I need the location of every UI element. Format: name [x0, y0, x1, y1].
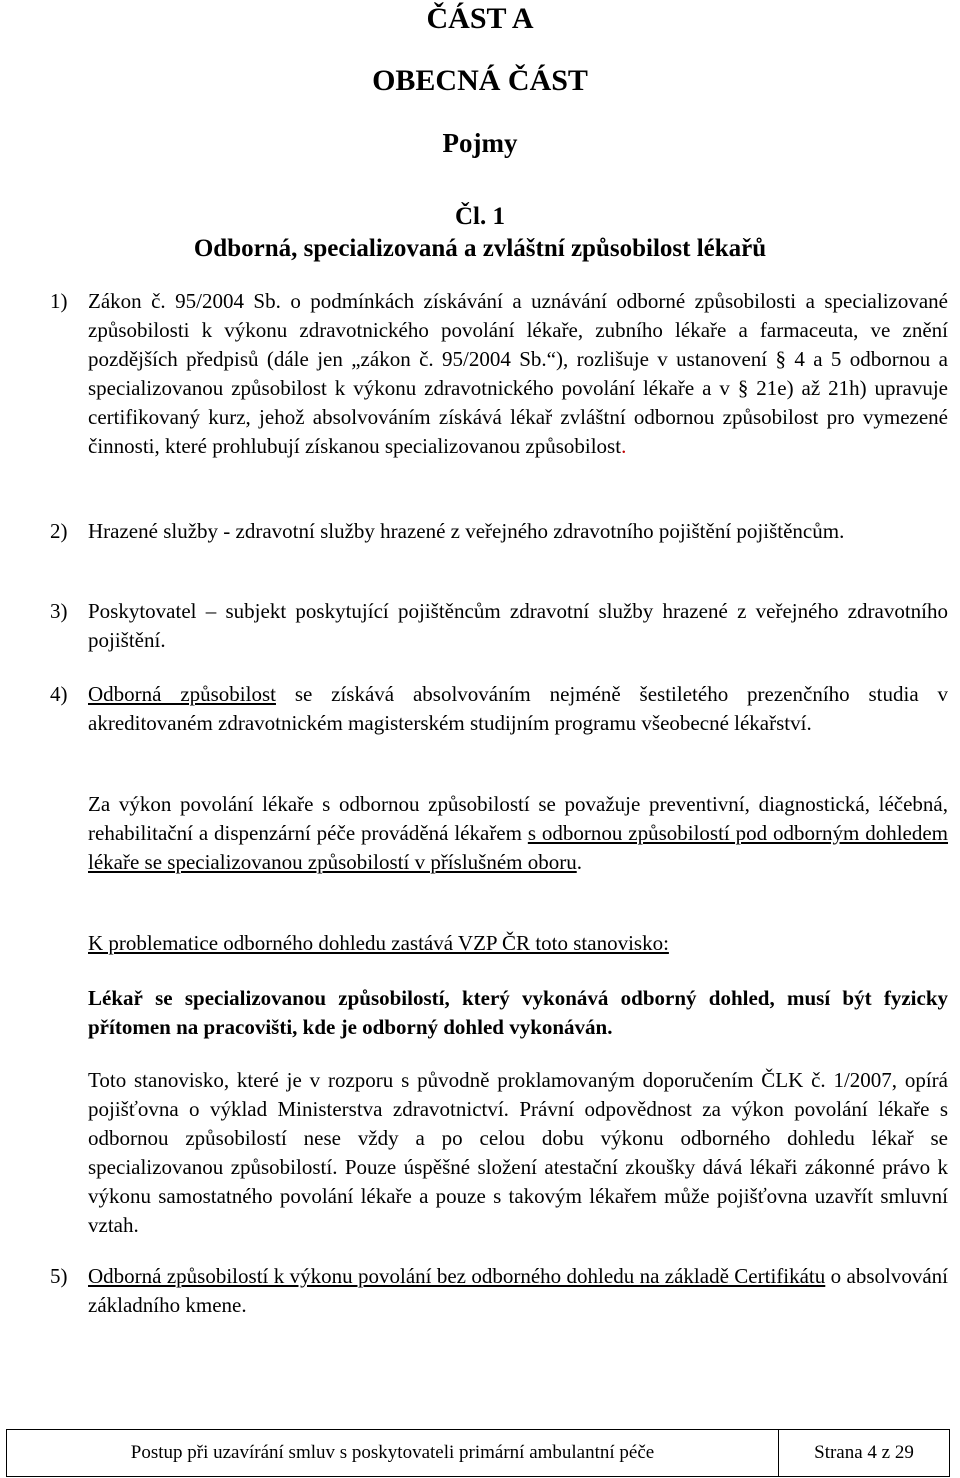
- paragraph-explanation: Toto stanovisko, které je v rozporu s původně proklamovaným doporučením ČLK č. 1/2007, opírá pojišťovna o výklad Ministerstva zdravotnictví. Právní odpovědnost za výkon povolání lékaře s odbornou způsobilostí nese vždy a po celou dobu výkonu odborného dohledu lékař se specializovanou způsobilostí. Pouze úspěšné složení atestační zkoušky dává lékaři zákonné právo k výkonu samostatného povolání lékaře a pouze s takovým lékařem může pojišťovna uzavřít smluvní vztah.: [88, 1068, 948, 1237]
- paragraph-5: [88, 790, 948, 877]
- term-certifikat: Odborná způsobilostí k výkonu povolání bez odborného dohledu na základě Certifikátu: [88, 1264, 826, 1288]
- vzp-statement-intro: K problematice odborného dohledu zastává VZP ČR toto stanovisko:: [88, 931, 669, 955]
- paragraph-9: [88, 1262, 948, 1320]
- item-number-5: 5): [50, 1264, 68, 1288]
- paragraph-3: Poskytovatel – subjekt poskytující pojištěncům zdravotní služby hrazené z veřejného zdravotního pojištění.: [88, 599, 948, 652]
- vzp-statement: Lékař se specializovanou způsobilostí, který vykonává odborný dohled, musí být fyzicky přítomen na pracovišti, kde je odborný dohled vykonáván.: [88, 986, 948, 1039]
- article-number: Čl. 1: [455, 203, 505, 230]
- item-number-3: 3): [50, 599, 68, 623]
- part-heading: ČÁST A: [426, 2, 534, 35]
- paragraph-4-text: se získává absolvováním nejméně šestiletého prezenčního studia v akreditovaném zdravotnickém magisterském studijním programu všeobecné lékařství.: [88, 682, 948, 735]
- term-odborna-zpusobilost: Odborná způsobilost: [88, 682, 276, 706]
- paragraph-5-end: .: [576, 850, 582, 874]
- paragraph-5-underlined: s odbornou způsobilostí pod odborným dohledem lékaře se specializovanou způsobilostí v příslušném oboru: [88, 821, 949, 874]
- footer-page-number: Strana 4 z 29: [814, 1442, 914, 1463]
- subsection-heading: Pojmy: [442, 128, 518, 158]
- paragraph-9-text: o absolvování základního kmene.: [88, 1264, 949, 1317]
- paragraph-4: [88, 680, 948, 738]
- item-number-4: 4): [50, 682, 68, 706]
- item-number-1: 1): [50, 289, 68, 313]
- paragraph-2: Hrazené služby - zdravotní služby hrazené z veřejného zdravotního pojištění pojištěncům.: [88, 519, 845, 543]
- paragraph-1-text: Zákon č. 95/2004 Sb. o podmínkách získávání a uznávání odborné způsobilosti a specializované způsobilosti k výkonu zdravotnického povolání lékaře, zubního lékaře a farmaceuta, ve znění pozdějších předpisů (dále jen „zákon č. 95/2004 Sb.“), rozlišuje v ustanovení § 4 a 5 odbornou a specializovanou způsobilost k výkonu zdravotnického povolání lékaře a v § 21e) až 21h) upravuje certifikovaný kurz, jehož absolvováním získává lékař zvláštní odbornou způsobilost pro vymezené činnosti, které prohlubují získanou specializovanou způsobilost: [88, 289, 948, 458]
- page-footer: [6, 1429, 950, 1477]
- paragraph-5-text: Za výkon povolání lékaře s odbornou způsobilostí se považuje preventivní, diagnostická, léčebná, rehabilitační a dispenzární péče prováděná lékařem: [88, 792, 948, 845]
- item-number-2: 2): [50, 519, 68, 543]
- paragraph-1-end: .: [621, 434, 627, 458]
- paragraph-1: [88, 287, 948, 461]
- article-title: Odborná, specializovaná a zvláštní způsobilost lékařů: [193, 235, 767, 262]
- footer-title: Postup při uzavírání smluv s poskytovateli primární ambulantní péče: [7, 1430, 779, 1476]
- section-heading: OBECNÁ ČÁST: [372, 64, 588, 97]
